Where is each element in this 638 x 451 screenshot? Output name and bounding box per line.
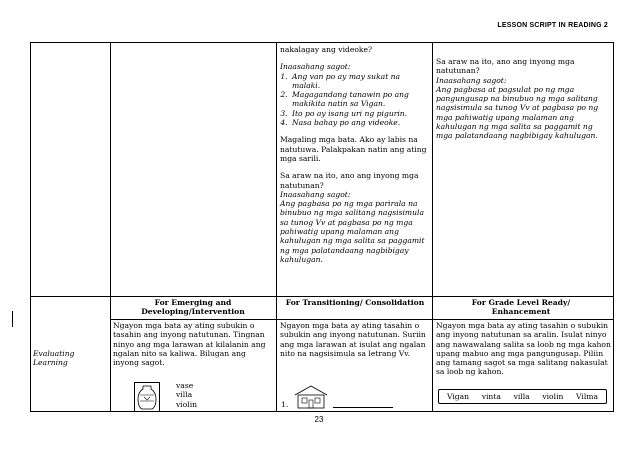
choice-vase: vase	[176, 381, 194, 390]
emerging-instructions: Ngayon mga bata ay ating subukin o tasahin ang inyong natutunan. Tingnan ninyo ang mga larawan at kilalanin ang ngalan nito sa kaliwa. Bilugan ang inyong sagot.	[113, 321, 266, 368]
item-number	[281, 400, 293, 409]
word-bank-box	[438, 389, 607, 404]
word-bank-item: vinta	[481, 392, 501, 401]
answer-item: 2. Magagandang tanawin po ang makikita natin sa Vigan.	[290, 90, 430, 109]
expected-answer-label: Inaasahang sagot:	[280, 189, 351, 199]
grade-level-instructions: Ngayon mga bata ay ating tasahin o subukin ang inyong natutunan sa aralin. Isulat ninyo ang nawawalang salita sa loob ng mga kahon upang mabuo ang mga pangungusap. Piliin ang tamang sagot sa mga salitang nakasulat sa loob ng kahon.	[436, 321, 611, 377]
expected-answer-text: Ang pagbasa at pagsulat po ng mga pangungusap na binubuo ng mga salitang nagsisimula sa tunog Vv at pagbasa po ng mga pahiwatig upang malaman ang kahulugan ng mga salita sa paggamit ng mga palatandaang nagbibigay kahulugan.	[436, 84, 599, 141]
evaluating-learning-label: Evaluating Learning	[33, 349, 75, 368]
table-border	[30, 42, 614, 43]
item-number-text: 1.	[281, 400, 289, 409]
villa-picture	[293, 383, 329, 409]
top-middle-cell	[280, 45, 430, 264]
house-icon	[293, 383, 329, 409]
emerging-choices	[176, 381, 236, 409]
question-text: Sa araw na ito, ano ang inyong mga natutunan?	[280, 171, 419, 190]
praise-text: Magaling mga bata. Ako ay labis na natutuwa. Palakpakan natin ang ating mga sarili.	[280, 135, 427, 163]
expected-answer-label: Inaasahang sagot:	[436, 75, 507, 85]
header-transitioning	[279, 298, 431, 307]
transitioning-instructions: Ngayon mga bata ay ating tasahin o subukin ang inyong natutunan. Suriin ang mga larawan at isulat ang ngalan nito na nagsisimula sa letrang Vv.	[280, 321, 426, 358]
header-transitioning-text: For Transitioning/ Consolidation	[285, 298, 425, 307]
expected-answer-label: Inaasahang sagot:	[280, 62, 351, 72]
section-label	[33, 349, 103, 368]
word-bank-item: villa	[513, 392, 530, 401]
table-border	[110, 319, 614, 320]
grade-level-cell	[436, 321, 611, 377]
answer-blank[interactable]	[333, 407, 393, 408]
header-grade-level-text: For Grade Level Ready/ Enhancement	[471, 298, 571, 317]
answer-item: 1. Ang van po ay may sukat na malaki.	[290, 72, 430, 91]
page-number: 23	[314, 415, 324, 424]
emerging-cell	[113, 321, 274, 367]
word-bank-item: Vigan	[447, 392, 470, 401]
table-border	[276, 42, 277, 411]
vase-icon	[135, 383, 159, 411]
table-border	[30, 411, 614, 412]
table-border	[30, 42, 31, 411]
expected-answer-text: Ang pagbasa po ng mga parirala na binubuo ng mga salitang nagsisimula sa tunog Vv at pagbasa po ng mga pahiwatig upang malaman ang kahulugan ng mga salita sa paggamit ng mga palatandaang nagbibigay kahulugan.	[280, 199, 425, 264]
answer-list	[280, 72, 430, 128]
question-tail: nakalagay ang videoke?	[280, 45, 373, 54]
word-bank-item: Vilma	[576, 392, 598, 401]
transitioning-cell	[280, 321, 430, 358]
vase-picture	[134, 382, 160, 412]
choice-villa: villa	[176, 390, 193, 400]
page-header: LESSON SCRIPT IN READING 2	[497, 22, 608, 29]
header-grade-level	[446, 298, 596, 317]
answer-item: 3. Ito po ay isang uri ng pigurin.	[290, 109, 430, 118]
question-text: Sa araw na ito, ano ang inyong mga natutunan?	[436, 57, 575, 76]
table-border	[110, 42, 111, 411]
header-emerging-text: For Emerging and Developing/Intervention	[141, 298, 245, 317]
choice-violin: violin	[176, 399, 198, 409]
table-border	[613, 42, 614, 411]
answer-item: 4. Nasa bahay po ang videoke.	[290, 118, 430, 127]
table-border	[30, 296, 614, 297]
header-emerging	[118, 298, 268, 317]
table-border	[432, 42, 433, 411]
word-bank-item: violin	[542, 392, 564, 401]
top-right-cell	[436, 57, 611, 141]
margin-mark	[12, 311, 13, 327]
